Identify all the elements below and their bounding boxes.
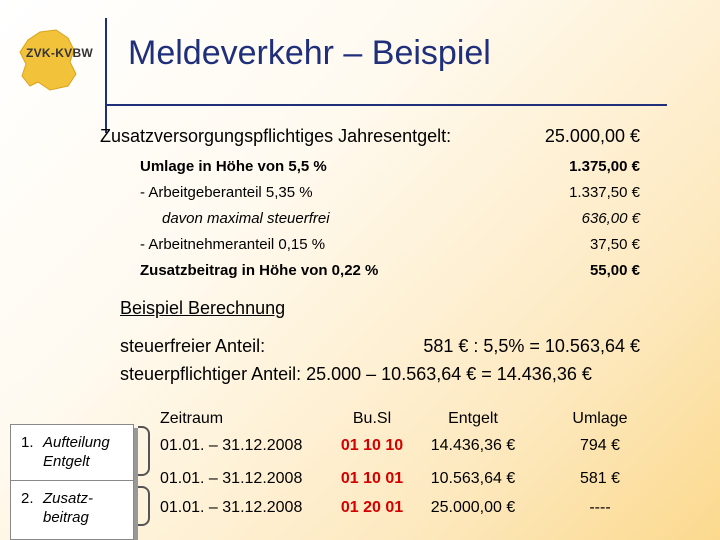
steuerfrei-value: 636,00 € bbox=[581, 210, 640, 227]
arbeitgeber-value: 1.337,50 € bbox=[569, 184, 640, 201]
table-cell-entgelt: 10.563,64 € bbox=[430, 470, 516, 487]
table-header-busl: Bu.Sl bbox=[352, 410, 392, 427]
table-header-entgelt: Entgelt bbox=[448, 410, 498, 427]
zusatzbeitrag-value: 55,00 € bbox=[589, 262, 640, 279]
logo-text: ZVK-KVBW bbox=[26, 46, 94, 60]
brace-zusatzbeitrag bbox=[138, 486, 150, 526]
page-title: Meldeverkehr – Beispiel bbox=[128, 34, 491, 72]
zvk-kvbw-logo bbox=[10, 28, 106, 92]
brace-aufteilung bbox=[138, 426, 150, 476]
calc-heading: Beispiel Berechnung bbox=[120, 298, 286, 318]
calc-line2: steuerpflichtiger Anteil: 25.000 – 10.563,64 € = 14.436,36 € bbox=[120, 364, 592, 384]
calc-line1-formula: 581 € : 5,5% = 10.563,64 € bbox=[423, 336, 640, 356]
table-cell-zeitraum: 01.01. – 31.12.2008 bbox=[160, 499, 303, 516]
breakdown-row bbox=[140, 210, 720, 234]
table-cell-umlage: ---- bbox=[589, 499, 611, 516]
side-box-line: beitrag bbox=[43, 509, 89, 526]
header-horizontal-rule bbox=[105, 104, 667, 106]
table-cell-busl: 01 20 01 bbox=[340, 499, 404, 516]
umlage-label: Umlage in Höhe von 5,5 % bbox=[140, 158, 327, 175]
header-vertical-rule bbox=[105, 18, 107, 133]
side-box-line: Zusatz- bbox=[43, 490, 94, 507]
table-cell-zeitraum: 01.01. – 31.12.2008 bbox=[160, 437, 303, 454]
arbeitnehmer-label: - Arbeitnehmeranteil 0,15 % bbox=[140, 236, 326, 253]
arbeitnehmer-value: 37,50 € bbox=[589, 236, 640, 253]
side-box-line: Entgelt bbox=[43, 453, 90, 470]
income-row bbox=[100, 126, 720, 152]
table-cell-entgelt: 14.436,36 € bbox=[430, 437, 516, 454]
table-cell-entgelt: 25.000,00 € bbox=[430, 499, 516, 516]
breakdown-list bbox=[140, 158, 720, 288]
side-box-zusatzbeitrag bbox=[10, 480, 134, 540]
side-box-number: 2. bbox=[21, 490, 34, 507]
steuerfrei-label: davon maximal steuerfrei bbox=[162, 210, 330, 227]
income-value: 25.000,00 € bbox=[544, 126, 640, 146]
income-label: Zusatzversorgungspflichtiges Jahresentgelt: bbox=[100, 126, 452, 146]
side-box-number: 1. bbox=[21, 434, 34, 451]
table-header-umlage: Umlage bbox=[572, 410, 628, 427]
calc-line1-label: steuerfreier Anteil: bbox=[120, 336, 266, 356]
breakdown-row bbox=[140, 158, 720, 182]
table-cell-umlage: 581 € bbox=[579, 470, 621, 487]
table-cell-busl: 01 10 10 bbox=[340, 437, 404, 454]
zusatzbeitrag-label: Zusatzbeitrag in Höhe von 0,22 % bbox=[140, 262, 379, 279]
table-cell-busl: 01 10 01 bbox=[340, 470, 404, 487]
breakdown-row bbox=[140, 236, 720, 260]
side-box-line: Aufteilung bbox=[43, 434, 110, 451]
breakdown-row bbox=[140, 262, 720, 286]
arbeitgeber-label: - Arbeitgeberanteil 5,35 % bbox=[140, 184, 313, 201]
side-box-aufteilung bbox=[10, 424, 134, 484]
table-header-zeitraum: Zeitraum bbox=[160, 410, 224, 427]
table-cell-umlage: 794 € bbox=[579, 437, 621, 454]
umlage-value: 1.375,00 € bbox=[569, 158, 640, 175]
table-cell-zeitraum: 01.01. – 31.12.2008 bbox=[160, 470, 303, 487]
breakdown-row bbox=[140, 184, 720, 208]
